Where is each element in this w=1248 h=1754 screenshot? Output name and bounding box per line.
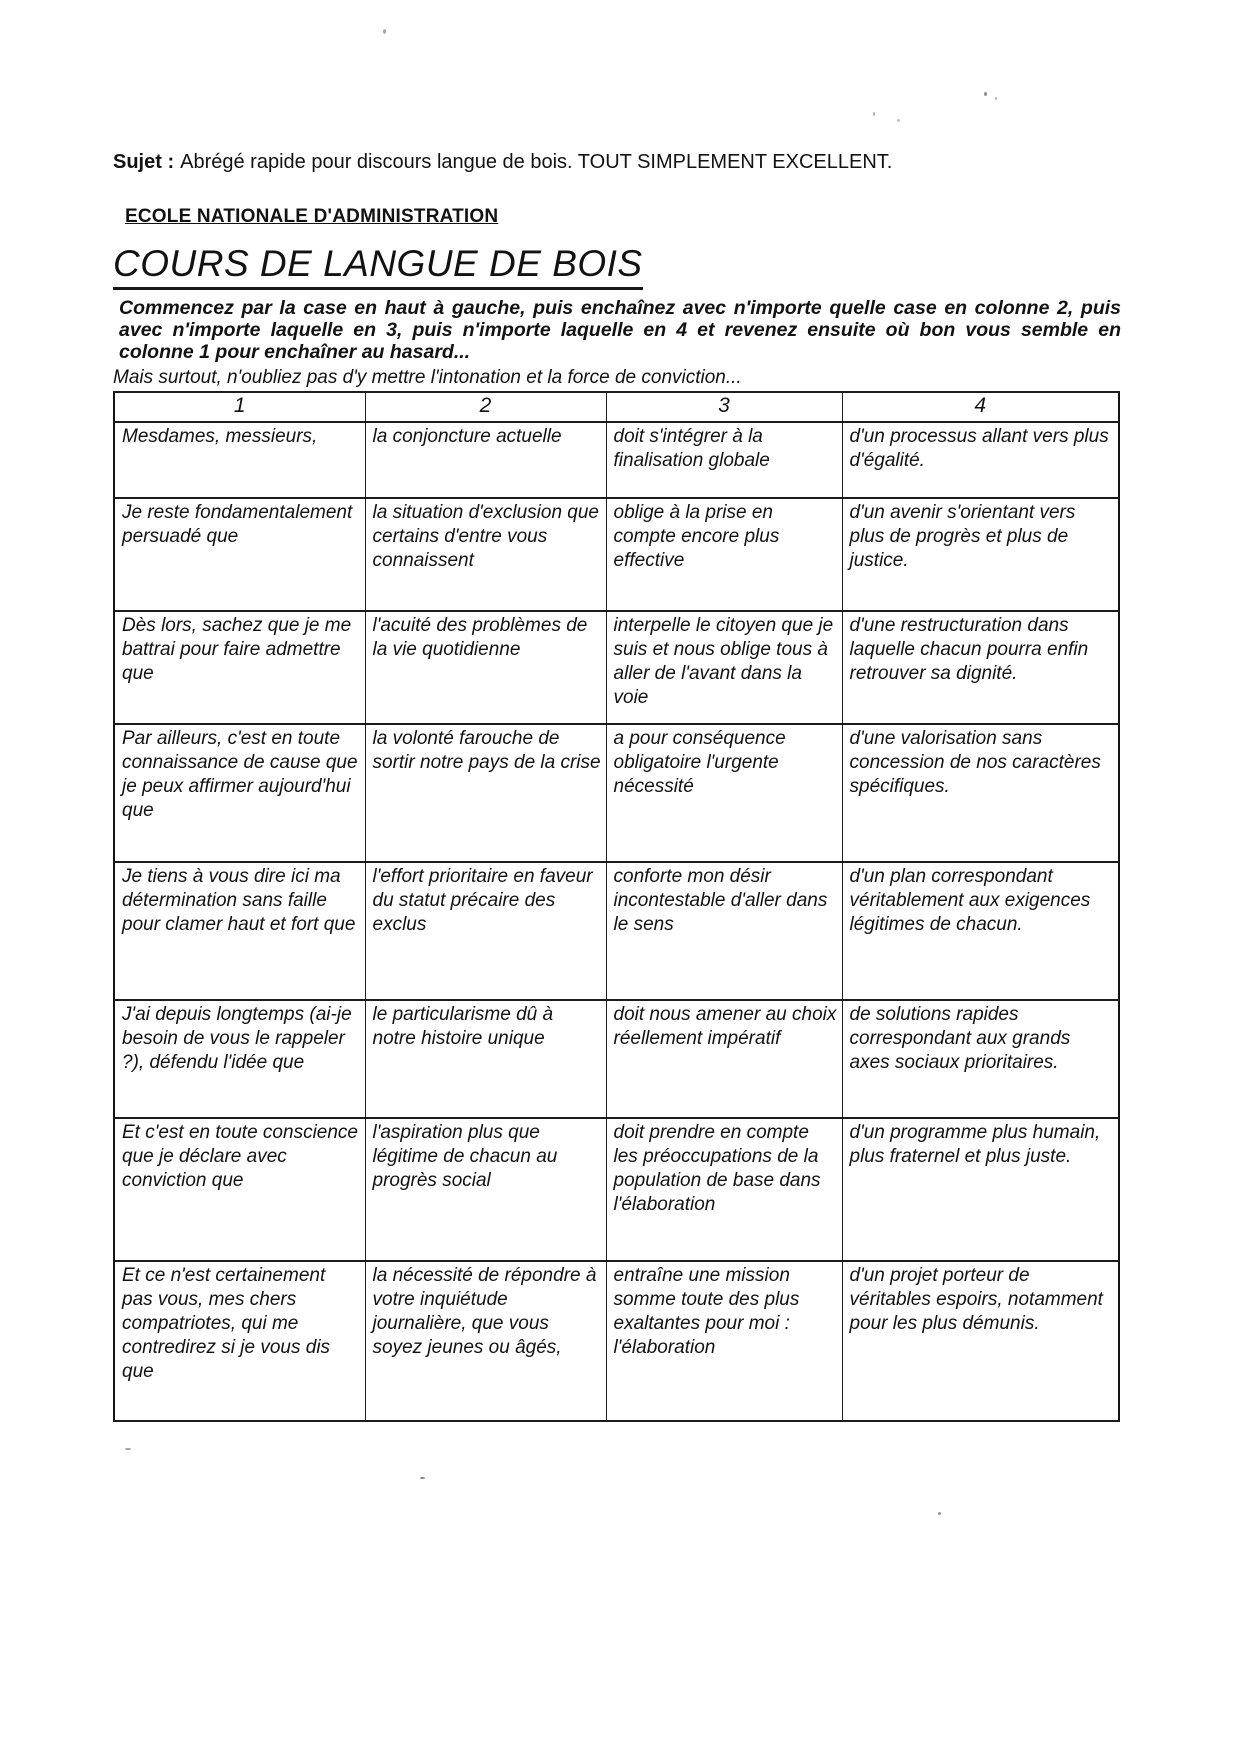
scan-speck	[938, 1512, 941, 1515]
table-cell: Et ce n'est certainement pas vous, mes chers compatriotes, qui me contredirez si je vous dis que	[114, 1261, 365, 1421]
scan-speck	[420, 1477, 425, 1479]
table-cell: conforte mon désir incontestable d'aller dans le sens	[606, 862, 842, 1000]
school-heading: ECOLE NATIONALE D'ADMINISTRATION	[125, 206, 499, 227]
langue-de-bois-table	[113, 391, 1120, 1422]
table-cell: Je reste fondamentalement persuadé que	[114, 498, 365, 611]
table-cell: interpelle le citoyen que je suis et nous oblige tous à aller de l'avant dans la voie	[606, 611, 842, 724]
table-row	[114, 724, 1119, 862]
table-row	[114, 611, 1119, 724]
table-cell: Mesdames, messieurs,	[114, 422, 365, 498]
table-cell: d'un processus allant vers plus d'égalité.	[842, 422, 1119, 498]
table-cell: d'une valorisation sans concession de nos caractères spécifiques.	[842, 724, 1119, 862]
table-cell: l'effort prioritaire en faveur du statut précaire des exclus	[365, 862, 606, 1000]
table-cell: Et c'est en toute conscience que je déclare avec conviction que	[114, 1118, 365, 1261]
table-cell: de solutions rapides correspondant aux grands axes sociaux prioritaires.	[842, 1000, 1119, 1118]
table-row	[114, 1000, 1119, 1118]
table-cell: l'aspiration plus que légitime de chacun au progrès social	[365, 1118, 606, 1261]
column-header-4: 4	[842, 392, 1119, 422]
table-cell: a pour conséquence obligatoire l'urgente nécessité	[606, 724, 842, 862]
table-row	[114, 862, 1119, 1000]
subject-label: Sujet :	[113, 151, 175, 173]
table-cell: la volonté farouche de sortir notre pays de la crise	[365, 724, 606, 862]
table-row	[114, 1118, 1119, 1261]
table-row	[114, 498, 1119, 611]
page-title: COURS DE LANGUE DE BOIS	[113, 244, 643, 290]
table-cell: la conjoncture actuelle	[365, 422, 606, 498]
instructions-paragraph: Commencez par la case en haut à gauche, puis enchaînez avec n'importe quelle case en colonne 2, puis avec n'importe laquelle en 3, puis n'importe laquelle en 4 et revenez ensuite où bon vous semble en colonne 1 pour enchaîner au hasard...	[119, 296, 1121, 363]
table-cell: Dès lors, sachez que je me battrai pour faire admettre que	[114, 611, 365, 724]
table-cell: J'ai depuis longtemps (ai-je besoin de vous le rappeler ?), défendu l'idée que	[114, 1000, 365, 1118]
column-header-2: 2	[365, 392, 606, 422]
document-content	[113, 0, 1121, 1422]
table-cell: Par ailleurs, c'est en toute connaissance de cause que je peux affirmer aujourd'hui que	[114, 724, 365, 862]
school-heading-wrap	[113, 174, 1121, 228]
table-cell: oblige à la prise en compte encore plus effective	[606, 498, 842, 611]
table-cell: doit nous amener au choix réellement impératif	[606, 1000, 842, 1118]
instructions-note: Mais surtout, n'oubliez pas d'y mettre l'intonation et la force de conviction...	[113, 366, 742, 388]
table-cell: Je tiens à vous dire ici ma détermination sans faille pour clamer haut et fort que	[114, 862, 365, 1000]
table-cell: doit s'intégrer à la finalisation globale	[606, 422, 842, 498]
column-header-1: 1	[114, 392, 365, 422]
table-cell: d'une restructuration dans laquelle chacun pourra enfin retrouver sa dignité.	[842, 611, 1119, 724]
scan-speck	[125, 1448, 131, 1450]
subject-text: Abrégé rapide pour discours langue de bois. TOUT SIMPLEMENT EXCELLENT.	[180, 151, 893, 173]
table-cell: d'un programme plus humain, plus fraternel et plus juste.	[842, 1118, 1119, 1261]
table-cell: doit prendre en compte les préoccupations de la population de base dans l'élaboration	[606, 1118, 842, 1261]
table-cell: la situation d'exclusion que certains d'entre vous connaissent	[365, 498, 606, 611]
table-header-row	[114, 392, 1119, 422]
column-header-3: 3	[606, 392, 842, 422]
table-cell: la nécessité de répondre à votre inquiétude journalière, que vous soyez jeunes ou âgés,	[365, 1261, 606, 1421]
table-row	[114, 1261, 1119, 1421]
table-cell: d'un plan correspondant véritablement aux exigences légitimes de chacun.	[842, 862, 1119, 1000]
table-cell: entraîne une mission somme toute des plus exaltantes pour moi : l'élaboration	[606, 1261, 842, 1421]
table-cell: d'un avenir s'orientant vers plus de progrès et plus de justice.	[842, 498, 1119, 611]
subject-line	[113, 150, 1121, 174]
table-cell: l'acuité des problèmes de la vie quotidienne	[365, 611, 606, 724]
table-cell: d'un projet porteur de véritables espoirs, notamment pour les plus démunis.	[842, 1261, 1119, 1421]
table-row	[114, 422, 1119, 498]
table-cell: le particularisme dû à notre histoire unique	[365, 1000, 606, 1118]
doc-title-wrap	[113, 228, 1121, 290]
